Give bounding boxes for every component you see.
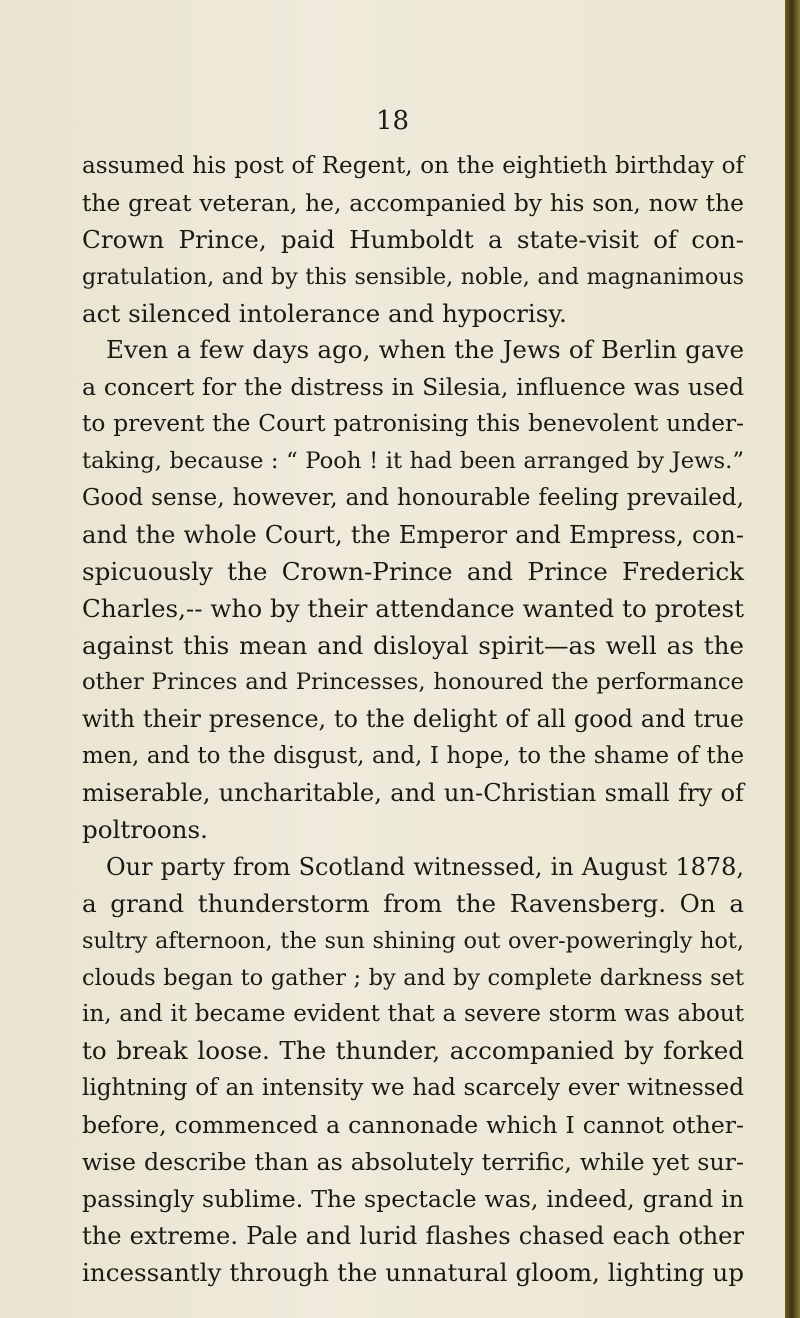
- text-line: a grand thunderstorm from the Ravensberg. On a: [82, 888, 744, 918]
- text-line: in, and it became evident that a severe storm was about: [82, 1001, 744, 1028]
- text-line: to break loose. The thunder, accompanied by forked: [82, 1036, 744, 1066]
- text-line: miserable, uncharitable, and un-Christian small fry of: [82, 779, 744, 808]
- text-line: Our party from Scotland witnessed, in August 1878,: [106, 852, 744, 881]
- text-line: other Princes and Princesses, honoured the performance: [82, 669, 744, 696]
- text-line: and the whole Court, the Emperor and Empress, con-: [82, 519, 744, 549]
- text-line: gratulation, and by this sensible, noble, and magnanimous: [82, 263, 744, 290]
- text-line: to prevent the Court patronising this benevolent under-: [82, 410, 744, 438]
- text-line: act silenced intolerance and hypocrisy.: [82, 298, 567, 328]
- text-line: the great veteran, he, accompanied by his son, now the: [82, 188, 744, 217]
- text-line: sultry afternoon, the sun shining out over-poweringly hot,: [82, 927, 744, 954]
- text-line: men, and to the disgust, and, I hope, to the shame of the: [82, 743, 744, 770]
- text-line: Even a few days ago, when the Jews of Berlin gave: [106, 335, 744, 365]
- text-line: Crown Prince, paid Humboldt a state-visit of con-: [82, 224, 744, 254]
- text-line: a concert for the distress in Silesia, influence was used: [82, 373, 744, 402]
- text-line: assumed his post of Regent, on the eightieth birthday of: [82, 153, 744, 179]
- text-line: clouds began to gather ; by and by complete darkness set: [82, 964, 744, 991]
- text-line: poltroons.: [82, 815, 208, 845]
- text-line: spicuously the Crown-Prince and Prince Frederick: [82, 556, 744, 586]
- text-line: Charles,-- who by their attendance wanted to protest: [82, 593, 744, 623]
- text-line: incessantly through the unnatural gloom, lighting up: [82, 1257, 744, 1287]
- text-line: wise describe than as absolutely terrific, while yet sur-: [82, 1148, 744, 1177]
- text-line: before, commenced a cannonade which I cannot other-: [82, 1111, 744, 1140]
- text-line: Good sense, however, and honourable feeling prevailed,: [82, 485, 744, 512]
- body-text: [82, 148, 744, 1292]
- text-line: lightning of an intensity we had scarcely ever witnessed: [82, 1075, 744, 1102]
- page-number: 18: [375, 106, 410, 136]
- text-line: against this mean and disloyal spirit—as well as the: [82, 630, 744, 660]
- text-line: taking, because : “ Pooh ! it had been arranged by Jews.”: [82, 448, 744, 475]
- text-line: the extreme. Pale and lurid flashes chased each other: [82, 1221, 744, 1250]
- book-spine-edge: [785, 0, 800, 1318]
- text-line: passingly sublime. The spectacle was, indeed, grand in: [82, 1184, 744, 1213]
- text-line: with their presence, to the delight of all good and true: [82, 705, 744, 734]
